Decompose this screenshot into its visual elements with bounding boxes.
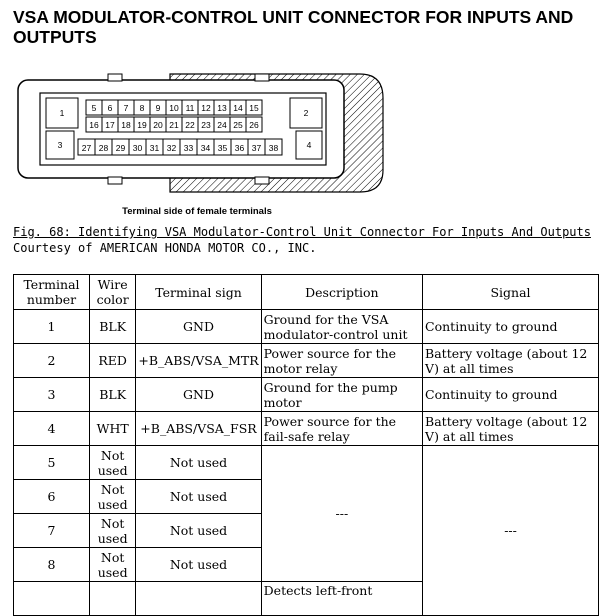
cell-description: Ground for the pump motor [261,378,422,412]
cell-sign: GND [136,378,261,412]
cell-wire: Not used [89,514,135,548]
terminal-label: 11 [185,103,195,113]
cell-signal-unused: --- [423,446,599,616]
terminal-label: 32 [166,143,177,153]
cell-terminal-empty [14,582,90,616]
page-title: VSA MODULATOR-CONTROL UNIT CONNECTOR FOR INPUTS AND OUTPUTS [13,7,574,47]
cell-sign: GND [136,310,261,344]
cell-wire: RED [89,344,135,378]
terminal-label: 7 [123,103,129,113]
cell-signal: Battery voltage (about 12 V) at all times [423,344,599,378]
header-signal: Signal [423,275,599,310]
cell-signal: Battery voltage (about 12 V) at all times [423,412,599,446]
terminal-label: 2 [303,108,309,118]
terminal-label: 16 [89,120,99,130]
terminal-label: 35 [217,143,228,153]
terminal-label: 21 [169,120,179,130]
terminal-label: 31 [149,143,160,153]
cell-sign: Not used [136,480,261,514]
cell-wire: BLK [89,310,135,344]
terminal-label: 6 [107,103,113,113]
table-row [14,446,599,480]
cell-description: Power source for the motor relay [261,344,422,378]
cell-sign: Not used [136,514,261,548]
cell-description: Power source for the fail-safe relay [261,412,422,446]
cell-wire: BLK [89,378,135,412]
cell-terminal: 3 [14,378,90,412]
figure-title: Fig. 68: Identifying VSA Modulator-Control Unit Connector For Inputs And Outputs [13,225,591,239]
cell-terminal: 4 [14,412,90,446]
terminal-label: 3 [57,140,63,150]
terminal-label: 8 [139,103,145,113]
cell-sign-empty [136,582,261,616]
view-label: Terminal side of female terminals [122,206,272,217]
cell-description: Detects left-front [261,582,422,616]
terminal-label: 34 [200,143,211,153]
terminal-table [13,274,599,616]
terminal-label: 36 [234,143,245,153]
cell-signal: Continuity to ground [423,310,599,344]
cell-wire: Not used [89,480,135,514]
cell-terminal: 6 [14,480,90,514]
cell-terminal: 2 [14,344,90,378]
terminal-label: 37 [251,143,262,153]
terminal-label: 10 [169,103,179,113]
header-terminal-number: Terminal number [14,275,90,310]
terminal-label: 22 [185,120,195,130]
terminal-label: 26 [249,120,259,130]
figure-caption [13,224,593,256]
header-terminal-sign: Terminal sign [136,275,261,310]
terminal-label: 5 [91,103,97,113]
figure-credit: Courtesy of AMERICAN HONDA MOTOR CO., INC. [13,241,317,255]
header-wire-color: Wire color [89,275,135,310]
cell-terminal: 5 [14,446,90,480]
table-row [14,344,599,378]
terminal-label: 12 [201,103,211,113]
cell-wire: Not used [89,548,135,582]
terminal-label: 24 [217,120,227,130]
cell-description: Ground for the VSA modulator-control unit [261,310,422,344]
cell-wire: Not used [89,446,135,480]
cell-terminal: 7 [14,514,90,548]
terminal-label: 19 [137,120,147,130]
table-header-row [14,275,599,310]
terminal-label: 38 [268,143,279,153]
terminal-label: 13 [217,103,227,113]
cell-sign: Not used [136,446,261,480]
terminal-label: 28 [98,143,109,153]
cell-sign: +B_ABS/VSA_MTR [136,344,261,378]
table-row [14,310,599,344]
terminal-label: 27 [81,143,92,153]
terminal-label: 1 [59,108,65,118]
table-row [14,412,599,446]
terminal-label: 33 [183,143,194,153]
cell-sign: Not used [136,548,261,582]
terminal-label: 18 [121,120,131,130]
cell-description-unused: --- [261,446,422,582]
cell-terminal: 1 [14,310,90,344]
terminal-label: 9 [155,103,161,113]
terminal-label: 25 [233,120,243,130]
table-row [14,378,599,412]
terminal-label: 23 [201,120,211,130]
terminal-label: 14 [233,103,243,113]
cell-wire: WHT [89,412,135,446]
cell-wire-empty [89,582,135,616]
terminal-label: 30 [132,143,143,153]
cell-terminal: 8 [14,548,90,582]
connector-drawing [0,62,400,222]
header-description: Description [261,275,422,310]
terminal-label: 17 [105,120,115,130]
terminal-label: 29 [115,143,126,153]
terminal-label: 15 [249,103,259,113]
cell-sign: +B_ABS/VSA_FSR [136,412,261,446]
terminal-label: 4 [306,140,312,150]
cell-signal: Continuity to ground [423,378,599,412]
terminal-label: 20 [153,120,163,130]
connector-diagram [0,62,400,227]
